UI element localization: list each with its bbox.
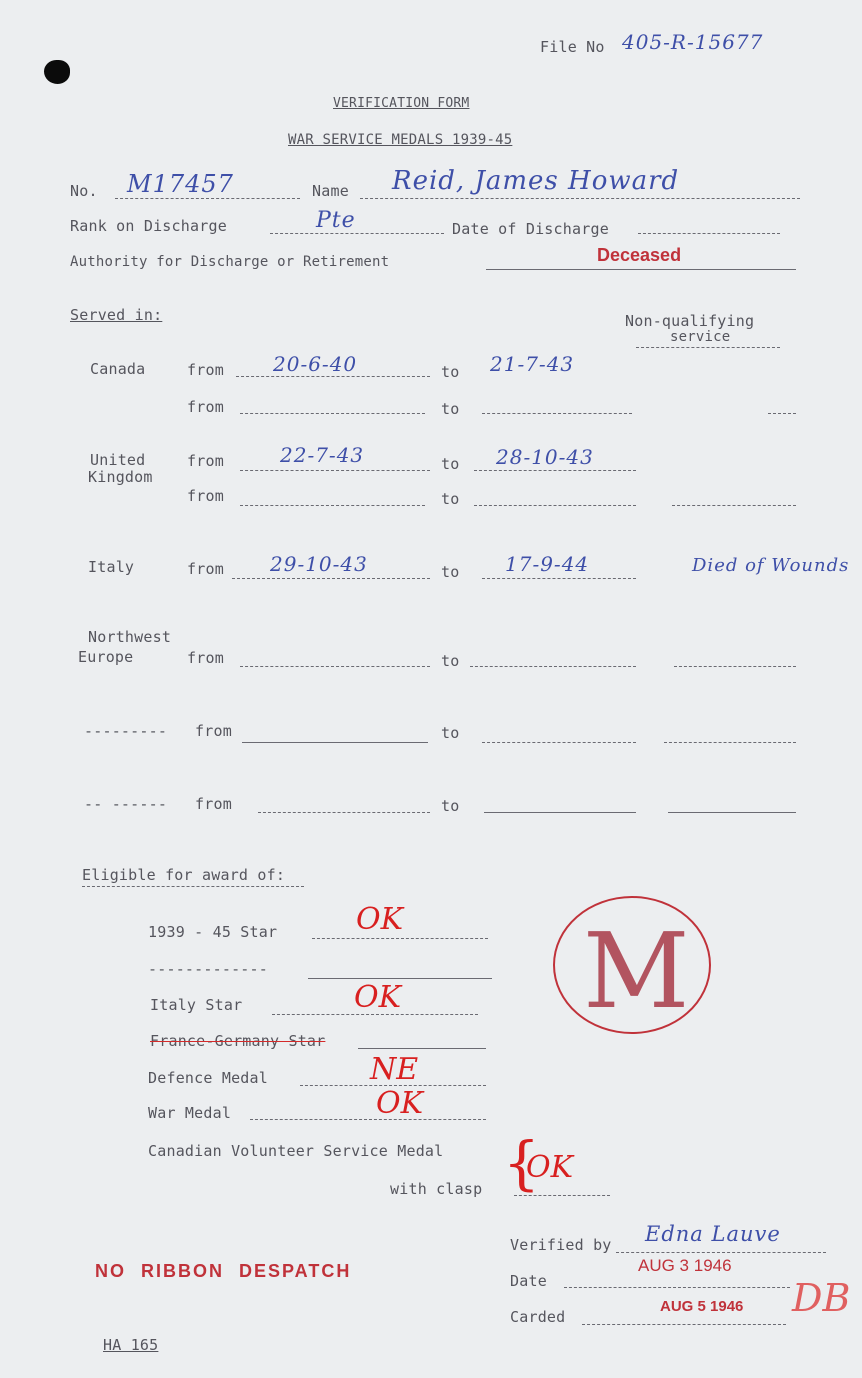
date-label: Date [510, 1272, 547, 1290]
authority-label: Authority for Discharge or Retirement [70, 254, 390, 270]
blank2-to-line [484, 812, 636, 813]
award-1939-45-star: 1939 - 45 Star [148, 923, 278, 941]
form-subtitle: WAR SERVICE MEDALS 1939-45 [288, 132, 513, 148]
uk-from-line [240, 470, 430, 471]
cvsm-bracket: { [503, 1129, 540, 1197]
blank1-to-line [482, 742, 636, 743]
nwe-label-1: Northwest [88, 628, 172, 646]
canada-from2-label: from [187, 398, 224, 416]
date-discharge-underline [638, 233, 780, 234]
awards-heading: Eligible for award of: [82, 866, 286, 884]
no-ribbon-despatch-stamp: NO RIBBON DESPATCH [95, 1261, 352, 1281]
nonqual-label-1: Non-qualifying [625, 312, 755, 330]
uk-to2-label: to [441, 490, 460, 508]
uk-from2-label: from [187, 487, 224, 505]
blank1-from-label: from [195, 722, 232, 740]
date-discharge-label: Date of Discharge [452, 220, 609, 238]
nwe-from-line [240, 666, 430, 667]
award-cvsm-clasp: with clasp [390, 1180, 483, 1198]
award-italy-mark: OK [354, 980, 402, 1015]
no-underline [115, 198, 300, 199]
verified-underline [616, 1252, 826, 1253]
authority-underline [486, 269, 796, 270]
rank-underline [270, 233, 444, 234]
uk-to-label: to [441, 455, 460, 473]
form-code: HA 165 [103, 1336, 159, 1354]
date-stamp: AUG 3 1946 [638, 1256, 732, 1275]
nwe-to-label: to [441, 652, 460, 670]
carded-label: Carded [510, 1308, 566, 1326]
award-defence-mark: NE [370, 1052, 419, 1087]
award-france-line [358, 1048, 486, 1049]
canada-from-date: 20-6-40 [273, 352, 358, 376]
verified-by-label: Verified by [510, 1236, 612, 1254]
date-underline [564, 1287, 790, 1288]
uk-from-label: from [187, 452, 224, 470]
nonqual-underline [636, 347, 780, 348]
award-france-germany-star: France-Germany Star [150, 1032, 326, 1050]
italy-to-date: 17-9-44 [505, 552, 590, 576]
initials-mark: DB [792, 1276, 851, 1320]
blank2-nonqual-line [668, 812, 796, 813]
nwe-from-label: from [187, 649, 224, 667]
awards-heading-underline [82, 886, 304, 887]
served-in-label: Served in: [70, 306, 163, 324]
service-number: M17457 [127, 170, 234, 198]
italy-nonqual-note: Died of Wounds [692, 555, 850, 576]
award-war-line [250, 1119, 486, 1120]
blank2-from-label: from [195, 795, 232, 813]
award-blank-line [308, 978, 492, 979]
uk-from2-line [240, 505, 425, 506]
uk-from-date: 22-7-43 [280, 443, 365, 467]
award-cvsm: Canadian Volunteer Service Medal [148, 1142, 444, 1160]
rank-value: Pte [316, 208, 356, 233]
blank-country-1: --------- [84, 722, 168, 740]
italy-to-line [482, 578, 636, 579]
m-stamp-letter: M [583, 910, 690, 1032]
nwe-label-2: Europe [78, 648, 134, 666]
nonqual-label-2: service [670, 329, 731, 345]
canada-from-label: from [187, 361, 224, 379]
award-1939-mark: OK [356, 902, 404, 937]
blank1-to-label: to [441, 724, 460, 742]
carded-underline [582, 1324, 786, 1325]
carded-stamp: AUG 5 1946 [660, 1298, 744, 1315]
name-label: Name [312, 182, 349, 200]
rank-label: Rank on Discharge [70, 217, 227, 235]
uk-nonqual-line [672, 505, 796, 506]
uk-to-line [474, 470, 636, 471]
canada-from-line [236, 376, 430, 377]
italy-from-label: from [187, 560, 224, 578]
canada-nonqual-line [768, 413, 796, 414]
uk-to2-line [474, 505, 636, 506]
award-defence-medal: Defence Medal [148, 1069, 268, 1087]
canada-from2-line [240, 413, 425, 414]
award-1939-line [312, 938, 488, 939]
uk-label-1: United [90, 451, 146, 469]
blank1-nonqual-line [664, 742, 796, 743]
italy-from-date: 29-10-43 [270, 552, 368, 576]
italy-from-line [232, 578, 430, 579]
blank1-from-line [242, 742, 428, 743]
canada-to-label: to [441, 363, 460, 381]
verifier-signature: Edna Lauve [645, 1222, 781, 1246]
canada-to2-line [482, 413, 632, 414]
uk-label-2: Kingdom [88, 468, 153, 486]
award-war-mark: OK [376, 1086, 424, 1121]
no-label: No. [70, 182, 98, 200]
file-no-label: File No [540, 38, 605, 56]
blank2-to-label: to [441, 797, 460, 815]
award-cvsm-line [514, 1195, 610, 1196]
blank2-from-line [258, 812, 430, 813]
name-underline [360, 198, 800, 199]
canada-label: Canada [90, 360, 146, 378]
deceased-stamp: Deceased [597, 245, 682, 265]
form-title: VERIFICATION FORM [333, 96, 470, 111]
award-italy-star: Italy Star [150, 996, 243, 1014]
canada-to2-label: to [441, 400, 460, 418]
italy-to-label: to [441, 563, 460, 581]
canada-to-date: 21-7-43 [490, 352, 575, 376]
award-blank-dashes: ------------- [148, 960, 268, 978]
award-cvsm-mark: OK [526, 1150, 574, 1185]
name-value: Reid, James Howard [392, 166, 680, 196]
blank-country-2: -- ------ [84, 795, 168, 813]
file-no-value: 405-R-15677 [622, 30, 764, 54]
italy-label: Italy [88, 558, 135, 576]
nwe-nonqual-line [674, 666, 796, 667]
award-war-medal: War Medal [148, 1104, 232, 1122]
uk-to-date: 28-10-43 [496, 445, 594, 469]
binder-hole [44, 60, 70, 84]
nwe-to-line [470, 666, 636, 667]
